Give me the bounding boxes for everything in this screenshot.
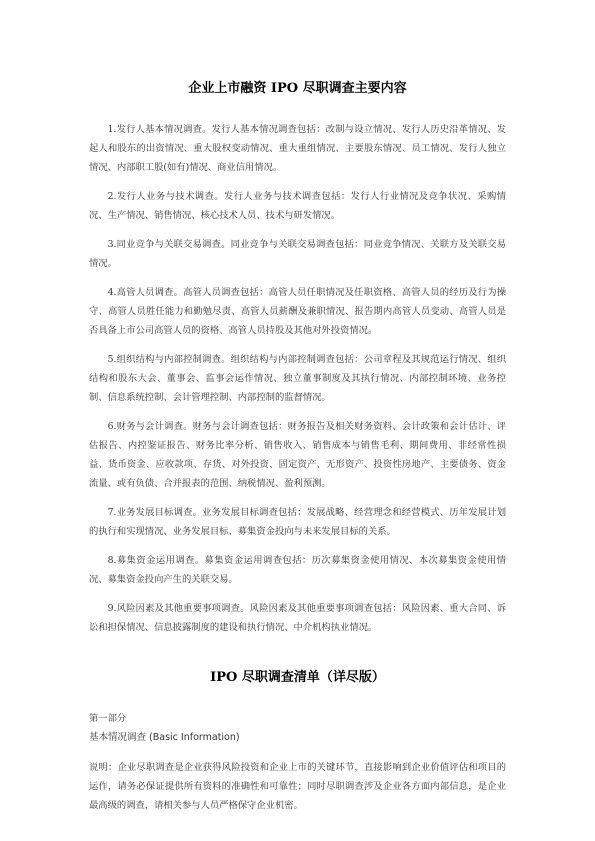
investigation-items (89, 120, 506, 637)
part-label: 第一部分 (89, 713, 127, 724)
part-one-section (89, 709, 506, 747)
note-paragraph: 说明：企业尽职调查是企业获得风险投资和企业上市的关键环节，直接影响到企业价值评估和项目的运作，请务必保证提供所有资料的准确性和可靠性；同时尽职调查涉及企业各方面内部信息，是企业最高级的调查，请相关参与人员严格保守企业机密。 (89, 762, 506, 811)
checklist-title: IPO 尽职调查清单（详尽版） (210, 670, 385, 685)
item-paragraph: 4.高管人员调查。高管人员调查包括：高管人员任职情况及任职资格、高管人员的经历及行为操守、高管人员胜任能力和勤勉尽责、高管人员薪酬及兼职情况、报告期内高管人员变动、高管人员是否具备上市公司高管人员的资格、高管人员持股及其他对外投资情况。 (89, 287, 506, 336)
item-paragraph: 1.发行人基本情况调查。发行人基本情况调查包括：改制与设立情况、发行人历史沿革情况、发起人和股东的出资情况、重大股权变动情况、重大重组情况、主要股东情况、员工情况、发行人独立情况、内部职工股(如有)情况、商业信用情况。 (89, 124, 506, 173)
item-paragraph: 6.财务与会计调查。财务与会计调查包括：财务报告及相关财务资料、会计政策和会计估计、评估报告、内控鉴证报告、财务比率分析、销售收入、销售成本与销售毛利、期间费用、非经常性损益、货币资金、应收款项、存货、对外投资、固定资产、无形资产、投资性房地产、主要债务、资金流量、或有负债、合并报表的范围、纳税情况、盈利预测。 (89, 421, 506, 489)
item-paragraph: 8.募集资金运用调查。募集资金运用调查包括：历次募集资金使用情况、本次募集资金使用情况、募集资金投向产生的关联交易。 (89, 555, 506, 585)
item-paragraph: 2.发行人业务与技术调查。发行人业务与技术调查包括：发行人行业情况及竞争状况、采购情况、生产情况、销售情况、核心技术人员、技术与研发情况。 (89, 191, 506, 221)
item-paragraph: 7.业务发展目标调查。业务发展目标调查包括：发展战略、经营理念和经营模式、历年发展计划的执行和实现情况、业务发展目标、募集资金投向与未来发展目标的关系。 (89, 507, 506, 537)
item-paragraph: 5.组织结构与内部控制调查。组织结构与内部控制调查包括：公司章程及其规范运行情况、组织结构和股东大会、董事会、监事会运作情况、独立董事制度及其执行情况、内部控制环境、业务控制、信息系统控制、会计管理控制、内部控制的监督情况。 (89, 354, 506, 403)
document-title: 企业上市融资 IPO 尽职调查主要内容 (188, 81, 407, 96)
part-title: 基本情况调查 (Basic Information) (89, 732, 240, 743)
item-paragraph: 3.同业竞争与关联交易调查。同业竞争与关联交易调查包括：同业竞争情况、关联方及关联交易情况。 (89, 239, 506, 269)
item-paragraph: 9.风险因素及其他重要事项调查。风险因素及其他重要事项调查包括：风险因素、重大合同、诉讼和担保情况、信息披露制度的建设和执行情况、中介机构执业情况。 (89, 603, 506, 633)
